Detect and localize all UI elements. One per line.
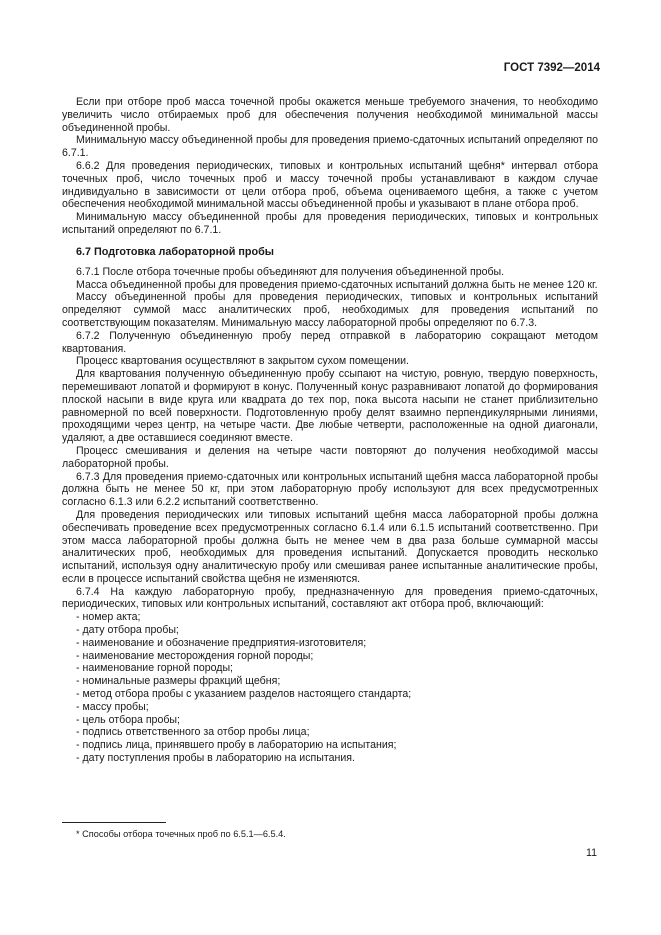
paragraph: Процесс смешивания и деления на четыре части повторяют до получения необходимой массы лабораторной пробы. bbox=[62, 444, 598, 470]
paragraph: Массу объединенной пробы для проведения периодических, типовых и контрольных испытаний определяют суммой масс аналитических проб, необходимых для проведения испытаний по соответствующим показателям. Минимальную массу лабораторной пробы определяют по 6.7.3. bbox=[62, 291, 598, 329]
paragraph: Если при отборе проб масса точечной пробы окажется меньше требуемого значения, то необходимо увеличить число отбираемых проб для обеспечения получения необходимой минимальной массы объединенной пробы. bbox=[62, 96, 598, 134]
paragraph: 6.7.3 Для проведения приемо-сдаточных или контрольных испытаний щебня масса лабораторной пробы должна быть не менее 50 кг, при этом лабораторную пробу используют для всех предусмотренных согласно 6.1.3 или 6.2.2 испытаний соответственно. bbox=[62, 470, 598, 509]
page-header bbox=[504, 62, 600, 74]
paragraph: Для проведения периодических или типовых испытаний щебня масса лабораторной пробы должна обеспечивать проведение всех предусмотренных согласно 6.1.4 или 6.1.5 испытаний соответственно. При этом масса лабораторной пробы должна быть не менее чем в два раза больше суммарной массы аналитических проб, необходимых для проведения испытаний. Допускается проводить несколько испытаний, используя одну аналитическую пробу или смешивая ранее испытанные аналитические пробы, если в процессе испытаний свойства щебня не изменяются. bbox=[62, 508, 598, 585]
list-item: - наименование и обозначение предприятия-изготовителя; bbox=[76, 637, 598, 650]
footnote-rule bbox=[62, 822, 166, 823]
list-item: - метод отбора пробы с указанием разделов настоящего стандарта; bbox=[76, 688, 598, 701]
list-item: - массу пробы; bbox=[76, 701, 598, 714]
list-item: - наименование месторождения горной породы; bbox=[76, 650, 598, 663]
list-item: - наименование горной породы; bbox=[76, 662, 598, 675]
list-item: - подпись лица, принявшего пробу в лабораторию на испытания; bbox=[76, 739, 598, 752]
paragraph: Масса объединенной пробы для проведения приемо-сдаточных испытаний должна быть не менее 120 кг. bbox=[76, 278, 598, 291]
paragraph: Процесс квартования осуществляют в закрытом сухом помещении. bbox=[76, 355, 409, 368]
list-item: - дату отбора пробы; bbox=[76, 624, 598, 637]
standard-code: ГОСТ 7392—2014 bbox=[503, 62, 600, 74]
list-item: - номер акта; bbox=[76, 611, 598, 624]
page-number: 11 bbox=[586, 847, 597, 859]
paragraph: 6.7.4 На каждую лабораторную пробу, предназначенную для проведения приемо-сдаточных, периодических, типовых или контрольных испытаний, составляют акт отбора проб, включающий: bbox=[62, 585, 598, 611]
paragraph: 6.7.1 После отбора точечные пробы объединяют для получения объединенной пробы. bbox=[76, 265, 505, 278]
list-item: - подпись ответственного за отбор пробы лица; bbox=[76, 726, 598, 739]
footnote: * Способы отбора точечных проб по 6.5.1—6.5.4. bbox=[76, 829, 286, 839]
list-item: - номинальные размеры фракций щебня; bbox=[76, 675, 598, 688]
paragraph: 6.6.2 Для проведения периодических, типовых и контрольных испытаний щебня* интервал отбора точечных проб, число точечных проб и массу точечной пробы устанавливают в каждом случае индивидуально в зависимости от цели отбора проб, объема оцениваемого щебня, а также с учетом обеспечения необходимой минимальной массы объединенной пробы и указывают в плане отбора проб. bbox=[62, 159, 598, 211]
document-body bbox=[62, 96, 598, 765]
paragraph: Для квартования полученную объединенную пробу ссыпают на чистую, ровную, твердую поверхность, перемешивают лопатой и формируют в конус. Полученный конус разравнивают лопатой до формирования плоской насыпи в виде круга или квадрата до тех пор, пока высота насыпи не станет приблизительно равномерной по всей поверхности. Подготовленную пробу делят взаимно перпендикулярными линиями, проходящими через центр, на четыре части. Две любые четверти, расположенные на одной диагонали, удаляют, а две оставшиеся соединяют вместе. bbox=[62, 368, 598, 445]
list-item: - дату поступления пробы в лабораторию на испытания. bbox=[76, 752, 598, 765]
list-item: - цель отбора пробы; bbox=[76, 714, 598, 727]
section-heading: 6.7 Подготовка лабораторной пробы bbox=[76, 245, 274, 258]
sampling-act-list bbox=[62, 611, 598, 765]
paragraph: Минимальную массу объединенной пробы для проведения периодических, типовых и контрольных испытаний определяют по 6.7.1. bbox=[62, 211, 598, 236]
paragraph: 6.7.2 Полученную объединенную пробу перед отправкой в лабораторию сокращают методом квартования. bbox=[62, 329, 598, 355]
paragraph: Минимальную массу объединенной пробы для проведения приемо-сдаточных испытаний определяют по 6.7.1. bbox=[62, 134, 598, 160]
